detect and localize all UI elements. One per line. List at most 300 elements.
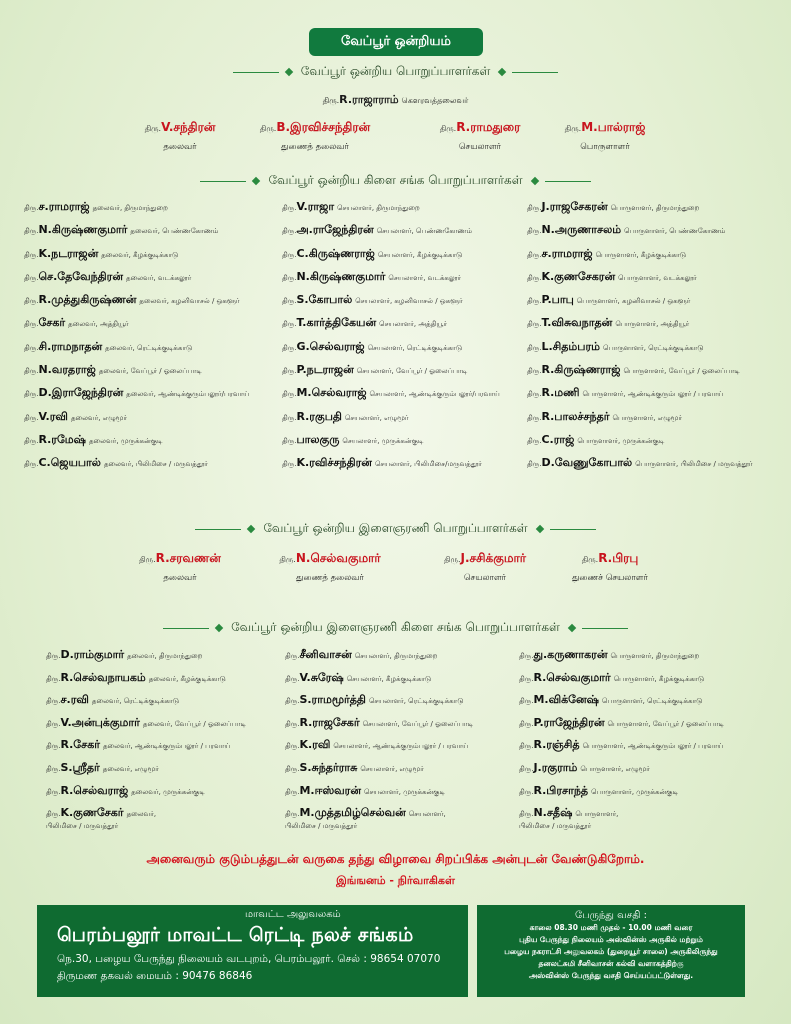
- name-prefix: திரு.: [282, 413, 297, 422]
- name-prefix: திரு.: [24, 390, 39, 399]
- member-detail: செயலாளர், ஆண்டிக்குரும்பலூர்/பரவாய்: [369, 390, 500, 399]
- member-detail: பொருளாளர், ரெட்டிக்குடிக்காடு: [601, 697, 703, 706]
- member-name: T.விசுவநாதன்: [541, 316, 613, 330]
- member-row: [24, 316, 249, 339]
- member-name: P.ராஜேந்திரன்: [533, 715, 605, 729]
- member-name: R.ரஞ்சித்: [533, 738, 580, 752]
- name-prefix: திரு.: [282, 320, 297, 329]
- name-prefix: திரு.: [46, 652, 61, 660]
- name-prefix: திரு.: [282, 273, 297, 282]
- member-row: [282, 363, 500, 386]
- member-detail: பொருளாளர், முருக்கன்குடி: [591, 787, 679, 796]
- member-detail: பொருளாளர், திருமாந்துறை: [610, 652, 700, 660]
- member-detail: தலைவர், வடக்கலூர்: [126, 273, 192, 282]
- bus-heading: பேருந்து வசதி :: [575, 910, 647, 921]
- member-name: P.நடராஜன்: [296, 363, 354, 377]
- member-detail: செயலாளர், ரெட்டிக்குடிக்காடு: [368, 697, 464, 706]
- member-row: [285, 648, 473, 671]
- member-detail: செயலாளர், முருக்கன்குடி: [364, 787, 446, 796]
- branch-column-treasurers: [527, 200, 753, 480]
- divider-line: [195, 529, 241, 530]
- name-prefix: திரு.: [519, 742, 534, 751]
- member-row: [527, 200, 753, 223]
- bus-line: தனலட்சுமி சீனிவாசன் கல்வி வளாகத்திற்கு: [538, 959, 684, 968]
- name-prefix: திரு.: [519, 652, 534, 660]
- member-row: [285, 784, 473, 807]
- member-detail: பொருளாளர்,: [575, 810, 619, 819]
- officer-name: B.இரவிச்சந்திரன்: [276, 120, 371, 134]
- member-name: செ.தேவேந்திரன்: [38, 269, 124, 283]
- member-detail: தலைவர், ஆண்டிக்குரும்பலூர்/பரவாய்: [126, 390, 250, 399]
- officer-role: துணைத் தலைவர்: [281, 142, 349, 152]
- member-row: [46, 693, 246, 716]
- name-prefix: திரு.: [24, 297, 39, 306]
- officer-name: R.ராமதுரை: [456, 120, 521, 134]
- name-prefix: திரு.: [443, 555, 461, 564]
- member-row: [24, 386, 249, 409]
- office-address: நெ.30, பழைய பேருந்து நிலையம் வடபுறம், பெரம்பலூர். செல் : 98654 07070: [57, 953, 441, 965]
- member-name: து.கருணாகரன்: [533, 648, 608, 661]
- member-row: [527, 363, 753, 386]
- member-detail: பொருளாளர், பெண்ணகோணம்: [624, 227, 726, 236]
- youth-joint-secretary: [555, 551, 665, 584]
- name-prefix: திரு.: [24, 413, 39, 422]
- member-row: [282, 456, 500, 479]
- member-row: [282, 200, 500, 223]
- member-row: [282, 410, 500, 433]
- officer-role: தலைவர்: [163, 573, 197, 583]
- member-detail: செயலாளர், முருக்கன்குடி: [342, 436, 424, 445]
- name-prefix: திரு.: [46, 742, 61, 751]
- member-detail: தலைவர், எழுமூர்: [102, 764, 159, 773]
- bus-line: அஸ்வின்ஸ் பேருந்து வசதி செய்யப்பட்டுள்ளது.: [528, 971, 694, 980]
- name-prefix: திரு.: [285, 674, 300, 683]
- member-name: D.வேணுகோபால்: [541, 456, 633, 470]
- member-detail: செயலாளர், திருமாந்துறை: [354, 652, 438, 660]
- member-name: R.செல்வராஜ்: [60, 783, 129, 797]
- member-place: பிலிமிசை / மருவத்தூர்: [46, 822, 119, 831]
- member-row: [519, 761, 724, 784]
- member-row: [24, 456, 249, 479]
- name-prefix: திரு.: [581, 555, 599, 564]
- member-name: சி.ராமநாதன்: [38, 339, 103, 353]
- divider-line: [545, 181, 591, 182]
- member-name: K.குணசேகரன்: [541, 269, 616, 283]
- name-prefix: திரு.: [527, 227, 542, 236]
- name-prefix: திரு.: [24, 227, 39, 236]
- divider-line: [550, 529, 596, 530]
- divider-line: [512, 72, 558, 73]
- member-detail: செயலாளர், ரெட்டிக்குடிக்காடு: [367, 343, 463, 352]
- member-place: பிலிமிசை / மருவத்தூர்: [519, 822, 592, 831]
- officer-president: [110, 120, 250, 153]
- name-prefix: திரு.: [519, 764, 534, 773]
- member-name: T.கார்த்திகேயன்: [296, 316, 377, 330]
- member-detail: செயலாளர், கீழக்குடிக்காடு: [377, 250, 463, 259]
- member-row: [519, 784, 724, 807]
- member-name: சேகர்: [38, 316, 66, 330]
- officer-name: R.சரவணன்: [155, 551, 221, 565]
- member-row: [285, 671, 473, 694]
- name-prefix: திரு.: [46, 674, 61, 683]
- member-row: [24, 293, 249, 316]
- member-name: V.அன்புக்குமார்: [60, 715, 140, 729]
- name-prefix: திரு.: [282, 250, 297, 259]
- name-prefix: திரு.: [282, 343, 297, 352]
- member-row: [282, 293, 500, 316]
- member-row: [282, 386, 500, 409]
- member-detail: பொருளாளர், கீழக்குடிக்காடு: [613, 674, 705, 683]
- name-prefix: திரு.: [46, 719, 61, 728]
- member-detail: பொருளாளர், எழுமூர்: [612, 413, 683, 422]
- name-prefix: திரு.: [282, 227, 297, 236]
- member-detail: செயலாளர், எழுமூர்: [344, 413, 409, 422]
- diamond-icon: [498, 68, 506, 76]
- officer-role: துணைச் செயலாளர்: [572, 573, 648, 583]
- member-name: N.அருணாசலம்: [541, 223, 622, 237]
- name-prefix: திரு.: [527, 343, 542, 352]
- member-place: பிலிமிசை / மருவத்தூர்: [285, 822, 358, 831]
- organization-name: பெரம்பலூர் மாவட்ட ரெட்டி நலச் சங்கம்: [57, 924, 414, 946]
- name-prefix: திரு.: [24, 320, 39, 329]
- officer-name: J.சசிக்குமார்: [460, 551, 527, 565]
- officer-role: கௌரவத்தலைவர்: [401, 96, 469, 105]
- name-prefix: திரு.: [527, 204, 542, 212]
- member-name: G.செல்வராஜ்: [296, 339, 365, 353]
- name-prefix: திரு.: [24, 460, 39, 469]
- name-prefix: திரு.: [282, 436, 297, 445]
- member-name: S.சுந்தர்ராசு: [299, 760, 358, 774]
- member-row: [46, 806, 246, 829]
- member-row: [527, 456, 753, 479]
- divider-line: [163, 628, 209, 629]
- member-detail: தலைவர், பிலிமிசை / மருவத்தூர்: [103, 460, 208, 469]
- name-prefix: திரு.: [144, 124, 162, 133]
- diamond-icon: [252, 177, 260, 185]
- name-prefix: திரு.: [285, 652, 300, 660]
- member-row: [527, 247, 753, 270]
- diamond-icon: [284, 68, 292, 76]
- name-prefix: திரு.: [439, 124, 457, 133]
- member-row: [527, 293, 753, 316]
- member-name: N.வரதராஜ்: [38, 363, 96, 377]
- member-detail: தலைவர், கழனிவாசல் / ஒகளூர்: [139, 297, 240, 306]
- diamond-icon: [530, 177, 538, 185]
- section-heading-union-officers: [0, 64, 791, 80]
- member-detail: செயலாளர், வேப்பூர் / ஓலைப்பாடி: [356, 367, 468, 376]
- member-row: [285, 693, 473, 716]
- name-prefix: திரு.: [285, 697, 300, 706]
- section-heading-branch-officers: [0, 173, 791, 189]
- officer-role: செயலாளர்: [463, 573, 507, 583]
- member-detail: செயலாளர், ஆண்டிக்குரும்பலூர் / பரவாய்: [333, 742, 469, 751]
- name-prefix: திரு.: [527, 273, 542, 282]
- name-prefix: திரு.: [24, 204, 39, 212]
- honorary-president: [0, 93, 791, 108]
- name-prefix: திரு.: [519, 697, 534, 706]
- member-name: R.ரகுபதி: [296, 409, 342, 423]
- member-row: [46, 716, 246, 739]
- member-name: M.முத்தமிழ்செல்வன்: [299, 806, 406, 820]
- member-detail: தலைவர், ரெட்டிக்குடிக்காடு: [91, 697, 180, 706]
- branch-column-secretaries: [282, 200, 500, 480]
- name-prefix: திரு.: [527, 320, 542, 329]
- member-name: C.ராஜ்: [541, 432, 575, 446]
- member-row: [46, 784, 246, 807]
- member-detail: செயலாளர், பிலிமிசை/மருவத்தூர்: [374, 460, 482, 469]
- member-name: அ.ராஜேந்திரன்: [296, 223, 374, 237]
- member-name: ச.ராமராஜ்: [541, 246, 593, 260]
- member-row: [24, 200, 249, 223]
- member-name: N.கிருஷ்ணகுமார்: [296, 269, 386, 283]
- member-detail: பொருளாளர், முருக்கன்குடி: [577, 436, 665, 445]
- heading-text: வேப்பூர் ஒன்றிய பொறுப்பாளர்கள்: [300, 64, 491, 78]
- member-name: S.ராமமூர்த்தி: [299, 693, 366, 707]
- member-row: [527, 223, 753, 246]
- name-prefix: திரு.: [282, 297, 297, 306]
- member-row: [527, 386, 753, 409]
- district-office-box: [37, 905, 468, 997]
- youth-branch-column-presidents: [46, 648, 246, 829]
- officer-name: R.பிரபு: [598, 551, 639, 565]
- officer-vice-president: [250, 120, 380, 153]
- name-prefix: திரு.: [24, 273, 39, 282]
- member-detail: செயலாளர், வேப்பூர் / ஓலைப்பாடி: [362, 719, 474, 728]
- member-name: J.ரகுராம்: [533, 760, 578, 774]
- member-name: K.நடராஜன்: [38, 246, 99, 260]
- member-name: V.ராஜா: [296, 200, 335, 213]
- officer-name: V.சந்திரன்: [161, 120, 216, 134]
- member-name: R.கிருஷ்ணராஜ்: [541, 363, 621, 377]
- name-prefix: திரு.: [564, 124, 582, 133]
- member-row: [282, 270, 500, 293]
- member-row: [519, 693, 724, 716]
- name-prefix: திரு.: [24, 250, 39, 259]
- member-name: V.சுரேஷ்: [299, 670, 344, 684]
- member-row: [519, 716, 724, 739]
- member-row: [46, 761, 246, 784]
- member-name: C.ஜெயபால்: [38, 456, 101, 470]
- member-detail: பொருளாளர், ஆண்டிக்குரும்பலூர் / பரவாய்: [582, 390, 724, 399]
- name-prefix: திரு.: [527, 297, 542, 306]
- member-name: R.செல்வகுமார்: [533, 670, 611, 684]
- member-detail: தலைவர், வேப்பூர் / ஓலைப்பாடி: [142, 719, 246, 728]
- heading-text: வேப்பூர் ஒன்றிய இளைஞரணி கிளை சங்க பொறுப்பாளர்கள்: [231, 620, 560, 634]
- name-prefix: திரு.: [527, 413, 542, 422]
- name-prefix: திரு.: [285, 787, 300, 796]
- member-detail: செயலாளர், கீழக்குடிக்காடு: [346, 674, 432, 683]
- member-detail: செயலாளர், வடக்கலூர்: [388, 273, 462, 282]
- member-detail: தலைவர், கீழக்குடிக்காடு: [101, 250, 179, 259]
- member-row: [24, 223, 249, 246]
- member-detail: பொருளாளர், வடக்கலூர்: [618, 273, 697, 282]
- member-detail: செயலாளர், எழுமூர்: [360, 764, 424, 773]
- name-prefix: திரு.: [279, 555, 296, 564]
- member-name: R.முத்துகிருஷ்ணன்: [38, 293, 137, 307]
- member-detail: பொருளாளர், ஆண்டிக்குரும்பலூர் / பரவாய்: [582, 742, 724, 751]
- member-row: [24, 363, 249, 386]
- youth-vice-president: [260, 551, 400, 584]
- member-detail: தலைவர், எழுமூர்: [70, 413, 128, 422]
- member-row: [519, 648, 724, 671]
- name-prefix: திரு.: [285, 719, 300, 728]
- member-row: [46, 738, 246, 761]
- member-detail: தலைவர்,: [126, 810, 157, 819]
- name-prefix: திரு.: [519, 787, 534, 796]
- officer-role: தலைவர்: [163, 142, 197, 152]
- member-name: N.கிருஷ்ணகுமார்: [38, 223, 128, 237]
- name-prefix: திரு.: [46, 810, 61, 819]
- member-row: [282, 433, 500, 456]
- name-prefix: திரு.: [259, 124, 277, 133]
- member-detail: தலைவர், முருக்கன்குடி: [88, 436, 163, 445]
- diamond-icon: [247, 525, 255, 533]
- divider-line: [582, 628, 628, 629]
- name-prefix: திரு.: [24, 367, 39, 376]
- member-row: [527, 316, 753, 339]
- member-detail: தலைவர், வேப்பூர் / ஓலைப்பாடி: [98, 367, 202, 376]
- member-name: பாலகுரு: [296, 432, 340, 446]
- bus-line: பழைய நகராட்சி அலுவலகம் (துறையூர் சாலை) அருகிலிருந்து: [504, 947, 718, 956]
- member-detail: பொருளாளர், திருமாந்துறை: [610, 204, 700, 212]
- member-detail: தலைவர், ஆண்டிக்குரும்பலூர் / பரவாய்: [103, 742, 231, 751]
- branch-column-presidents: [24, 200, 249, 480]
- member-name: M.செல்வராஜ்: [296, 386, 367, 400]
- signoff-text: இங்ஙனம் - நிர்வாகிகள்: [336, 874, 455, 887]
- name-prefix: திரு.: [519, 719, 534, 728]
- member-name: ச.ரவி: [60, 693, 89, 707]
- member-row: [282, 247, 500, 270]
- member-name: R.ரமேஷ்: [38, 432, 86, 446]
- member-name: R.பிரசாந்த்: [533, 783, 589, 797]
- name-prefix: திரு.: [519, 810, 534, 819]
- bus-line: காலை 08.30 மணி முதல் - 10.00 மணி வரை: [529, 923, 693, 932]
- officer-role: பொருளாளர்: [580, 142, 630, 152]
- member-row: [285, 761, 473, 784]
- diamond-icon: [535, 525, 543, 533]
- member-row: [519, 671, 724, 694]
- member-name: M.விக்னேஷ்: [533, 693, 599, 707]
- member-detail: தலைவர், அத்தியூர்: [68, 320, 129, 329]
- divider-line: [200, 181, 246, 182]
- member-detail: தலைவர், திருமாந்துறை: [92, 204, 168, 212]
- member-row: [527, 270, 753, 293]
- member-row: [46, 648, 246, 671]
- divider-line: [233, 72, 279, 73]
- member-row: [24, 247, 249, 270]
- officer-role: துணைத் தலைவர்: [296, 573, 364, 583]
- youth-president: [120, 551, 240, 584]
- officer-name: M.பால்ராஜ்: [581, 120, 646, 134]
- member-name: L.சிதம்பரம்: [541, 339, 600, 353]
- youth-branch-column-treasurers: [519, 648, 724, 829]
- member-detail: பொருளாளர், கீழக்குடிக்காடு: [595, 250, 687, 259]
- section-heading-youth-branch-officers: [0, 620, 791, 636]
- member-name: ச.ராமராஜ்: [38, 200, 90, 213]
- member-name: K.ரவி: [299, 738, 331, 752]
- name-prefix: திரு.: [527, 367, 542, 376]
- member-detail: பொருளாளர், பிலிமிசை / மருவத்தூர்: [635, 460, 753, 469]
- member-row: [285, 806, 473, 829]
- member-row: [285, 716, 473, 739]
- name-prefix: திரு.: [519, 674, 534, 683]
- member-name: R.ராஜசேகர்: [299, 715, 360, 729]
- member-row: [527, 340, 753, 363]
- member-detail: பொருளாளர், எழுமூர்: [580, 764, 650, 773]
- member-name: D.ராம்குமார்: [60, 648, 125, 661]
- name-prefix: திரு.: [527, 436, 542, 445]
- officer-secretary: [415, 120, 545, 153]
- member-detail: செயலாளர், கழனிவாசல் / ஒகளூர்: [355, 297, 463, 306]
- member-name: S.ஸ்ரீதர்: [60, 760, 100, 774]
- member-detail: பொருளாளர், அத்தியூர்: [615, 320, 690, 329]
- member-name: K.குணசேகர்: [60, 806, 124, 820]
- diamond-icon: [568, 624, 576, 632]
- name-prefix: திரு.: [46, 787, 61, 796]
- bus-line: புதிய பேருந்து நிலையம் அஸ்வின்ஸ் அருகில் மற்றும்: [519, 935, 703, 944]
- member-detail: செயலாளர், திருமாந்துறை: [337, 204, 420, 212]
- member-detail: செயலாளர், பெண்ணகோணம்: [376, 227, 473, 236]
- name-prefix: திரு.: [322, 96, 340, 105]
- name-prefix: திரு.: [282, 460, 297, 469]
- name-prefix: திரு.: [285, 810, 300, 819]
- member-name: சீனிவாசன்: [299, 648, 352, 661]
- heading-text: வேப்பூர் ஒன்றிய கிளை சங்க பொறுப்பாளர்கள்: [268, 173, 523, 187]
- member-row: [282, 316, 500, 339]
- member-detail: செயலாளர், அத்தியூர்: [379, 320, 448, 329]
- officer-name: R.ராஜாராம்: [339, 93, 399, 106]
- member-row: [285, 738, 473, 761]
- member-name: R.பாலச்சந்தர்: [541, 409, 610, 423]
- member-name: D.இராஜேந்திரன்: [38, 386, 124, 400]
- member-row: [527, 433, 753, 456]
- name-prefix: திரு.: [285, 742, 300, 751]
- member-detail: தலைவர், முருக்கன்குடி: [131, 787, 205, 796]
- heading-text: வேப்பூர் ஒன்றிய இளைஞரணி பொறுப்பாளர்கள்: [263, 521, 528, 535]
- member-row: [24, 340, 249, 363]
- member-name: J.ராஜசேகரன்: [541, 200, 608, 213]
- member-detail: பொருளாளர், வேப்பூர் / ஓலைப்பாடி: [623, 367, 740, 376]
- member-row: [282, 340, 500, 363]
- name-prefix: திரு.: [24, 343, 39, 352]
- youth-branch-column-secretaries: [285, 648, 473, 829]
- office-label: மாவட்ட அலுவலகம்: [245, 909, 341, 920]
- member-detail: தலைவர், ரெட்டிக்குடிக்காடு: [105, 343, 193, 352]
- youth-secretary: [415, 551, 555, 584]
- marriage-info-center: திருமண தகவல் மையம் : 90476 86846: [57, 970, 253, 982]
- name-prefix: திரு.: [527, 250, 542, 259]
- name-prefix: திரு.: [282, 390, 297, 399]
- member-detail: தலைவர், பெண்ணகோணம்: [130, 227, 219, 236]
- page-title: வேப்பூர் ஒன்றியம்: [309, 28, 483, 56]
- officer-name: N.செல்வகுமார்: [295, 551, 381, 565]
- member-detail: தலைவர், திருமாந்துறை: [127, 652, 203, 660]
- member-name: M.ஈஸ்வரன்: [299, 783, 362, 797]
- member-name: C.கிருஷ்ணராஜ்: [296, 246, 375, 260]
- officer-role: செயலாளர்: [458, 142, 502, 152]
- member-detail: பொருளாளர், கழனிவாசல் / ஒகளூர்: [576, 297, 691, 306]
- invitation-text: அனைவரும் குடும்பத்துடன் வருகை தந்து விழாவை சிறப்பிக்க அன்புடன் வேண்டுகிறோம்.: [146, 852, 645, 866]
- member-row: [24, 270, 249, 293]
- name-prefix: திரு.: [46, 697, 61, 706]
- member-name: S.கோபால்: [296, 293, 353, 307]
- name-prefix: திரு.: [24, 436, 39, 445]
- name-prefix: திரு.: [282, 204, 297, 212]
- member-name: R.செல்வநாயகம்: [60, 670, 146, 684]
- name-prefix: திரு.: [527, 460, 542, 469]
- member-row: [24, 433, 249, 456]
- member-row: [46, 671, 246, 694]
